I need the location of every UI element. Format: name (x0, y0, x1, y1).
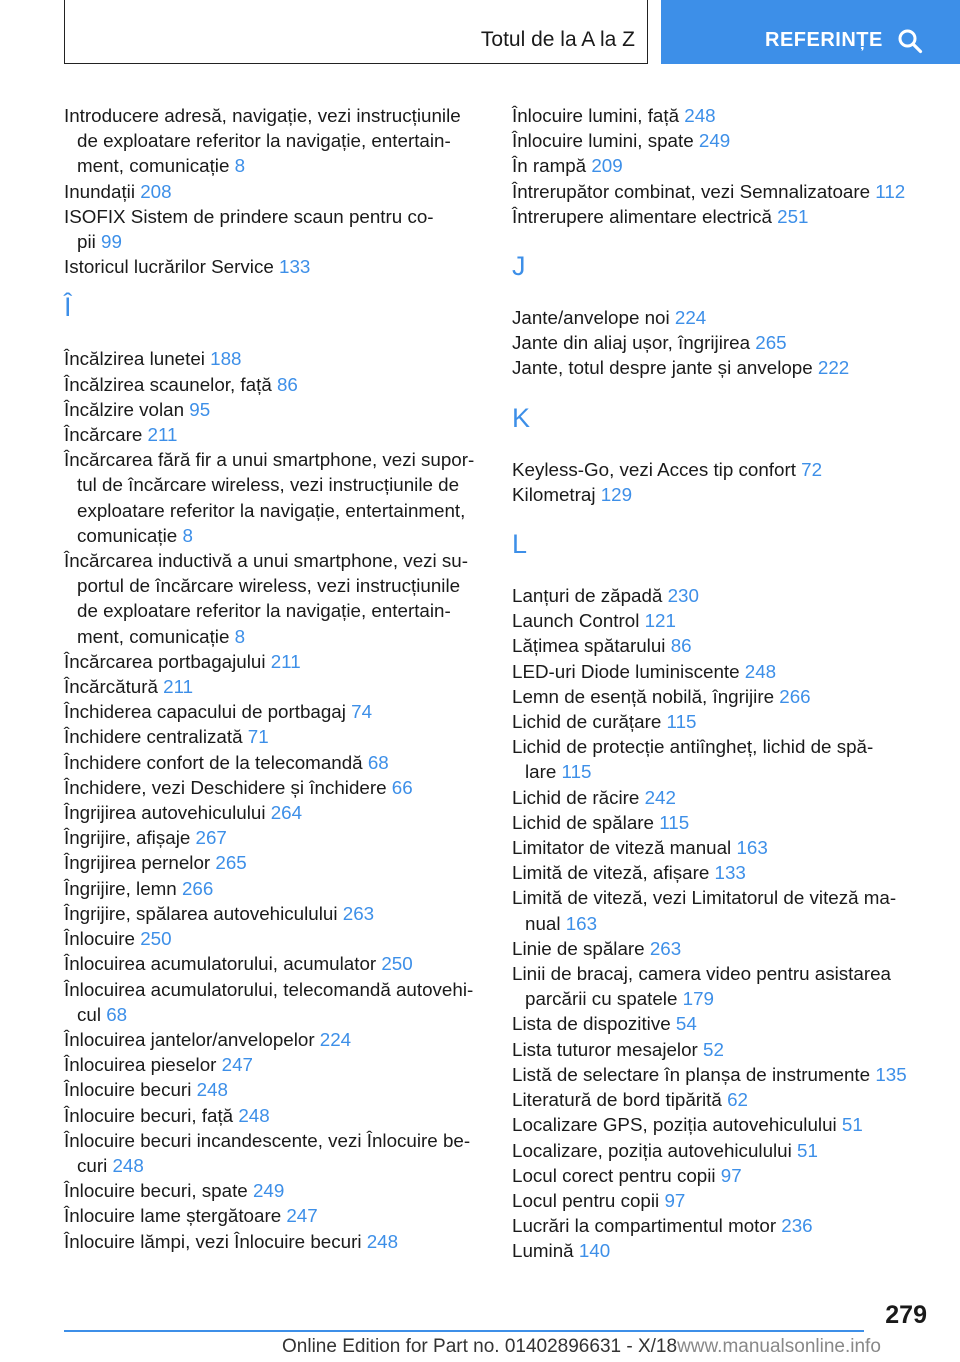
entry-text: Întrerupător combinat, vezi Semnalizatoare (512, 180, 871, 202)
index-entry (512, 1011, 922, 1036)
page-reference-link[interactable]: 251 (777, 205, 809, 227)
index-entry (512, 1138, 922, 1163)
index-entry (64, 724, 484, 749)
index-entry (512, 885, 922, 935)
entry-text: ISOFIX Sistem de prindere scaun pentru co- (64, 205, 434, 227)
index-entry (64, 951, 484, 976)
page-reference-link[interactable]: 250 (381, 953, 413, 975)
index-entry (64, 372, 484, 397)
page-reference-link[interactable]: 211 (163, 676, 194, 698)
page-reference-link[interactable]: 247 (221, 1054, 253, 1076)
letter-heading-k: K (512, 402, 531, 433)
entry-text: Introducere adresă, navigație, vezi instrucțiunile (64, 105, 461, 126)
index-entry (64, 850, 484, 875)
entry-text: Lichid de spălare (512, 811, 654, 833)
index-entry (512, 482, 922, 507)
page-reference-link[interactable]: 133 (714, 862, 746, 884)
page-reference-link[interactable]: 112 (875, 180, 906, 202)
entry-text: Lățimea spătarului (512, 635, 666, 657)
entry-text: Înlocuire becuri (64, 1079, 192, 1101)
entry-text: Îngrijirea pernelor (64, 852, 211, 874)
entry-text: Încălzire volan (64, 398, 185, 420)
page-reference-link[interactable]: 188 (210, 348, 242, 370)
entry-text: Închidere centralizată (64, 726, 243, 748)
index-entry (512, 128, 922, 153)
page-reference-link[interactable]: 115 (561, 761, 592, 783)
index-entry (512, 608, 922, 633)
index-entry (64, 346, 484, 371)
entry-text: Înlocuire becuri, față (64, 1104, 234, 1126)
index-entry (512, 103, 922, 128)
page-reference-link[interactable]: 86 (276, 373, 298, 395)
page-reference-link[interactable]: 99 (101, 231, 122, 253)
page-reference-link[interactable]: 86 (670, 635, 692, 657)
index-entry (512, 1188, 922, 1213)
page-reference-link[interactable]: 115 (666, 711, 697, 733)
page-reference-link[interactable]: 135 (875, 1063, 907, 1085)
page-reference-link[interactable]: 163 (736, 837, 768, 859)
page-reference-link[interactable]: 121 (644, 610, 676, 632)
page-reference-link[interactable]: 8 (234, 155, 246, 177)
entry-text: Înlocuire lumini, spate (512, 130, 694, 152)
entry-text: Înlocuirea acumulatorului, acumulator (64, 953, 377, 975)
page-reference-link[interactable]: 72 (801, 458, 823, 480)
entry-text: Localizare, poziția autovehiculului (512, 1139, 792, 1161)
entry-text: Locul pentru copii (512, 1189, 660, 1211)
page-reference-link[interactable]: 211 (147, 424, 178, 446)
entry-text: Istoricul lucrărilor Service (64, 256, 274, 278)
index-entry (512, 810, 922, 835)
index-entry (64, 179, 484, 204)
page-reference-link[interactable]: 247 (286, 1205, 318, 1227)
entry-text: Limitator de viteză manual (512, 837, 732, 859)
page-reference-link[interactable]: 71 (247, 726, 269, 748)
index-entry (64, 926, 484, 951)
index-entry (64, 1229, 484, 1254)
page-reference-link[interactable]: 248 (684, 105, 716, 126)
footer-divider (64, 1330, 864, 1332)
page-reference-link[interactable]: 208 (140, 180, 172, 202)
index-entry (512, 153, 922, 178)
entry-text: Înlocuirea jantelor/anvelopelor (64, 1028, 315, 1050)
index-entry (64, 775, 484, 800)
entry-text: Îngrijire, lemn (64, 877, 177, 899)
letter-heading-i-circumflex: Î (64, 292, 72, 323)
page-reference-link[interactable]: 163 (565, 912, 598, 934)
entry-text: pii (77, 231, 96, 253)
entry-text: Launch Control (512, 610, 640, 632)
index-entry (64, 1103, 484, 1128)
index-entry (512, 204, 922, 229)
entry-text: portul de încărcare wireless, vezi instrucțiunile (77, 575, 461, 597)
index-entry (512, 961, 922, 1011)
index-entry (64, 103, 484, 179)
index-group-j (512, 305, 922, 381)
index-entry (64, 422, 484, 447)
search-icon[interactable] (897, 28, 923, 54)
watermark-text: www.manualsonline.info (677, 1336, 881, 1357)
index-entry (512, 835, 922, 860)
index-entry (64, 876, 484, 901)
page-reference-link[interactable]: 250 (140, 928, 172, 950)
page-reference-link[interactable]: 54 (675, 1013, 697, 1035)
entry-text: Linii de bracaj, camera video pentru asistarea (512, 963, 891, 985)
entry-text: ment, comunicație (77, 625, 230, 647)
header-title-box (64, 0, 648, 64)
index-entry (64, 254, 484, 279)
entry-text: comunicație (77, 524, 178, 546)
entry-text: Înlocuirea acumulatorului, telecomandă autovehi- (64, 978, 474, 1000)
page-reference-link[interactable]: 74 (351, 701, 373, 723)
index-group-i-circumflex (64, 346, 484, 1253)
index-entry (512, 305, 922, 330)
index-entry (64, 825, 484, 850)
page-reference-link[interactable]: 248 (366, 1230, 399, 1252)
entry-text: Închidere confort de la telecomandă (64, 751, 363, 773)
referinte-tab[interactable] (661, 0, 960, 64)
page-reference-link[interactable]: 264 (270, 802, 303, 824)
entry-text: Lichid de răcire (512, 786, 640, 808)
index-entry (64, 800, 484, 825)
entry-text: lare (525, 761, 557, 783)
entry-text: Limită de viteză, vezi Limitatorul de viteză ma- (512, 887, 897, 909)
index-entry (64, 204, 484, 254)
entry-text: Localizare GPS, poziția autovehiculului (512, 1114, 837, 1136)
section-title: Totul de la A la Z (480, 28, 635, 51)
footer-edition (282, 1336, 881, 1358)
entry-text: Încălzirea lunetei (64, 348, 205, 370)
entry-text: Înlocuire lămpi, vezi Înlocuire becuri (64, 1230, 362, 1252)
page-reference-link[interactable]: 249 (698, 130, 731, 152)
entry-text: Locul corect pentru copii (512, 1164, 716, 1186)
entry-text: Îngrijire, spălarea autovehiculului (64, 902, 338, 924)
page-reference-link[interactable]: 224 (674, 307, 707, 329)
index-entry (512, 785, 922, 810)
entry-text: curi (77, 1154, 108, 1176)
page-reference-link[interactable]: 62 (727, 1089, 748, 1111)
entry-text: Îngrijirea autovehiculului (64, 802, 266, 824)
page-reference-link[interactable]: 263 (649, 937, 682, 959)
index-entry (512, 1062, 922, 1087)
index-entry (64, 674, 484, 699)
entry-text: Înlocuire lame ștergătoare (64, 1205, 282, 1227)
index-entry (64, 977, 484, 1027)
page-reference-link[interactable]: 133 (279, 256, 311, 278)
entry-text: Încărcarea portbagajului (64, 650, 266, 672)
index-entry (512, 1213, 922, 1238)
index-entry (64, 1178, 484, 1203)
page-reference-link[interactable]: 115 (659, 811, 690, 833)
index-entry (512, 684, 922, 709)
index-entry (512, 355, 922, 380)
index-entry (512, 659, 922, 684)
page-reference-link[interactable]: 248 (238, 1104, 270, 1126)
entry-text: Încărcarea fără fir a unui smartphone, vezi supor- (64, 449, 475, 471)
entry-text: Închiderea capacului de portbagaj (64, 701, 346, 723)
index-entry (512, 734, 922, 784)
index-entry (512, 1112, 922, 1137)
index-entry (64, 699, 484, 724)
entry-text: Înlocuire (64, 928, 135, 950)
entry-text: Încărcarea inductivă a unui smartphone, vezi su- (64, 550, 469, 572)
entry-text: Înlocuire becuri, spate (64, 1180, 248, 1202)
page-reference-link[interactable]: 129 (600, 483, 633, 505)
page-reference-link[interactable]: 236 (781, 1215, 813, 1237)
index-entry (64, 1077, 484, 1102)
entry-text: de exploatare referitor la navigație, entertain- (77, 130, 451, 152)
entry-text: Jante/anvelope noi (512, 307, 670, 329)
entry-text: LED-uri Diode luminiscente (512, 660, 740, 682)
letter-heading-j: J (512, 251, 526, 282)
page-reference-link[interactable]: 265 (755, 332, 787, 354)
page-reference-link[interactable]: 66 (391, 776, 413, 798)
page-reference-link[interactable]: 230 (667, 585, 699, 607)
entry-text: Listă de selectare în planșa de instrumente (512, 1063, 871, 1085)
page-reference-link[interactable]: 209 (591, 155, 623, 177)
page-reference-link[interactable]: 267 (195, 827, 227, 849)
index-entry (64, 1128, 484, 1178)
entry-text: Încălzirea scaunelor, față (64, 373, 272, 395)
entry-text: parcării cu spatele (525, 988, 678, 1010)
page-reference-link[interactable]: 248 (196, 1079, 228, 1101)
page-reference-link[interactable]: 68 (106, 1003, 128, 1025)
page-reference-link[interactable]: 8 (234, 625, 246, 647)
entry-text: Lumină (512, 1240, 574, 1262)
index-entry (512, 583, 922, 608)
index-entry (512, 709, 922, 734)
page-reference-link[interactable]: 95 (189, 398, 211, 420)
page-reference-link[interactable]: 140 (578, 1240, 611, 1262)
index-entry (512, 457, 922, 482)
page-reference-link[interactable]: 51 (841, 1114, 863, 1136)
entry-text: Lichid de protecție antiîngheț, lichid de spă- (512, 736, 874, 758)
page-reference-link[interactable]: 179 (682, 988, 714, 1010)
page-reference-link[interactable]: 8 (182, 524, 193, 546)
index-entry (512, 1163, 922, 1188)
page-reference-link[interactable]: 97 (664, 1189, 686, 1211)
index-entry (64, 1052, 484, 1077)
entry-text: Înlocuirea pieselor (64, 1054, 217, 1076)
entry-text: cul (77, 1003, 102, 1025)
entry-text: Lemn de esență nobilă, îngrijire (512, 685, 775, 707)
entry-text: Limită de viteză, afișare (512, 862, 710, 884)
page-reference-link[interactable]: 52 (703, 1038, 724, 1060)
entry-text: Închidere, vezi Deschidere și închidere (64, 776, 387, 798)
page-reference-link[interactable]: 248 (112, 1154, 144, 1176)
index-column-left (64, 103, 484, 1254)
letter-heading-l: L (512, 529, 528, 560)
entry-text: Lista de dispozitive (512, 1013, 671, 1035)
entry-text: Lucrări la compartimentul motor (512, 1215, 777, 1237)
page-reference-link[interactable]: 266 (779, 685, 811, 707)
page-reference-link[interactable]: 51 (797, 1139, 818, 1161)
index-group-l (512, 583, 922, 1263)
index-entry (512, 1087, 922, 1112)
entry-text: Linie de spălare (512, 937, 645, 959)
page-reference-link[interactable]: 222 (817, 357, 850, 379)
referinte-tab-label: REFERINȚE (765, 29, 883, 51)
edition-text: Online Edition for Part no. 01402896631 - X/18 (282, 1336, 678, 1357)
page-reference-link[interactable]: 248 (744, 660, 777, 682)
index-entry (512, 860, 922, 885)
entry-text: tul de încărcare wireless, vezi instrucțiunile de (77, 474, 460, 496)
entry-text: Jante, totul despre jante și anvelope (512, 357, 813, 379)
index-column-right (512, 103, 922, 1264)
page-reference-link[interactable]: 263 (342, 902, 375, 924)
entry-text: Îngrijire, afișaje (64, 827, 191, 849)
entry-text: Keyless-Go, vezi Acces tip confort (512, 458, 796, 480)
index-entry (64, 1203, 484, 1228)
entry-text: de exploatare referitor la navigație, entertain- (77, 600, 451, 622)
index-entry (64, 397, 484, 422)
entry-text: Lista tuturor mesajelor (512, 1038, 698, 1060)
entry-text: Lanțuri de zăpadă (512, 585, 663, 607)
index-group-k (512, 457, 922, 507)
entry-text: Jante din aliaj ușor, îngrijirea (512, 332, 751, 354)
entry-text: exploatare referitor la navigație, entertainment, (77, 499, 466, 521)
entry-text: Literatură de bord tipărită (512, 1089, 722, 1111)
index-group-i-circumflex-cont (512, 103, 922, 229)
page-reference-link[interactable]: 97 (720, 1164, 742, 1186)
index-entry (512, 936, 922, 961)
page-reference-link[interactable]: 68 (367, 751, 389, 773)
entry-text: Încărcătură (64, 676, 158, 698)
index-entry (512, 1238, 922, 1263)
index-entry (512, 1037, 922, 1062)
page-reference-link[interactable]: 211 (270, 650, 301, 672)
page-reference-link[interactable]: 249 (252, 1180, 285, 1202)
entry-text: În rampă (512, 155, 587, 177)
index-entry (64, 750, 484, 775)
index-entry (64, 901, 484, 926)
entry-text: Kilometraj (512, 483, 596, 505)
index-entry (64, 649, 484, 674)
index-entry (64, 548, 484, 649)
entry-text: Înlocuire becuri incandescente, vezi Înlocuire be- (64, 1129, 471, 1151)
page-reference-link[interactable]: 265 (215, 852, 247, 874)
index-entry (512, 179, 922, 204)
index-group-i-upper (64, 103, 484, 279)
entry-text: nual (525, 912, 561, 934)
index-entry (64, 447, 484, 548)
entry-text: Încărcare (64, 424, 143, 446)
entry-text: Lichid de curățare (512, 711, 662, 733)
index-entry (512, 330, 922, 355)
page-number: 279 (885, 1301, 927, 1329)
entry-text: Întrerupere alimentare electrică (512, 205, 772, 227)
index-entry (64, 1027, 484, 1052)
page-reference-link[interactable]: 266 (181, 877, 214, 899)
entry-text: Inundații (64, 180, 136, 202)
page-reference-link[interactable]: 242 (644, 786, 676, 808)
entry-text: ment, comunicație (77, 155, 230, 177)
index-entry (512, 633, 922, 658)
page-reference-link[interactable]: 224 (319, 1028, 352, 1050)
entry-text: Înlocuire lumini, față (512, 105, 680, 126)
